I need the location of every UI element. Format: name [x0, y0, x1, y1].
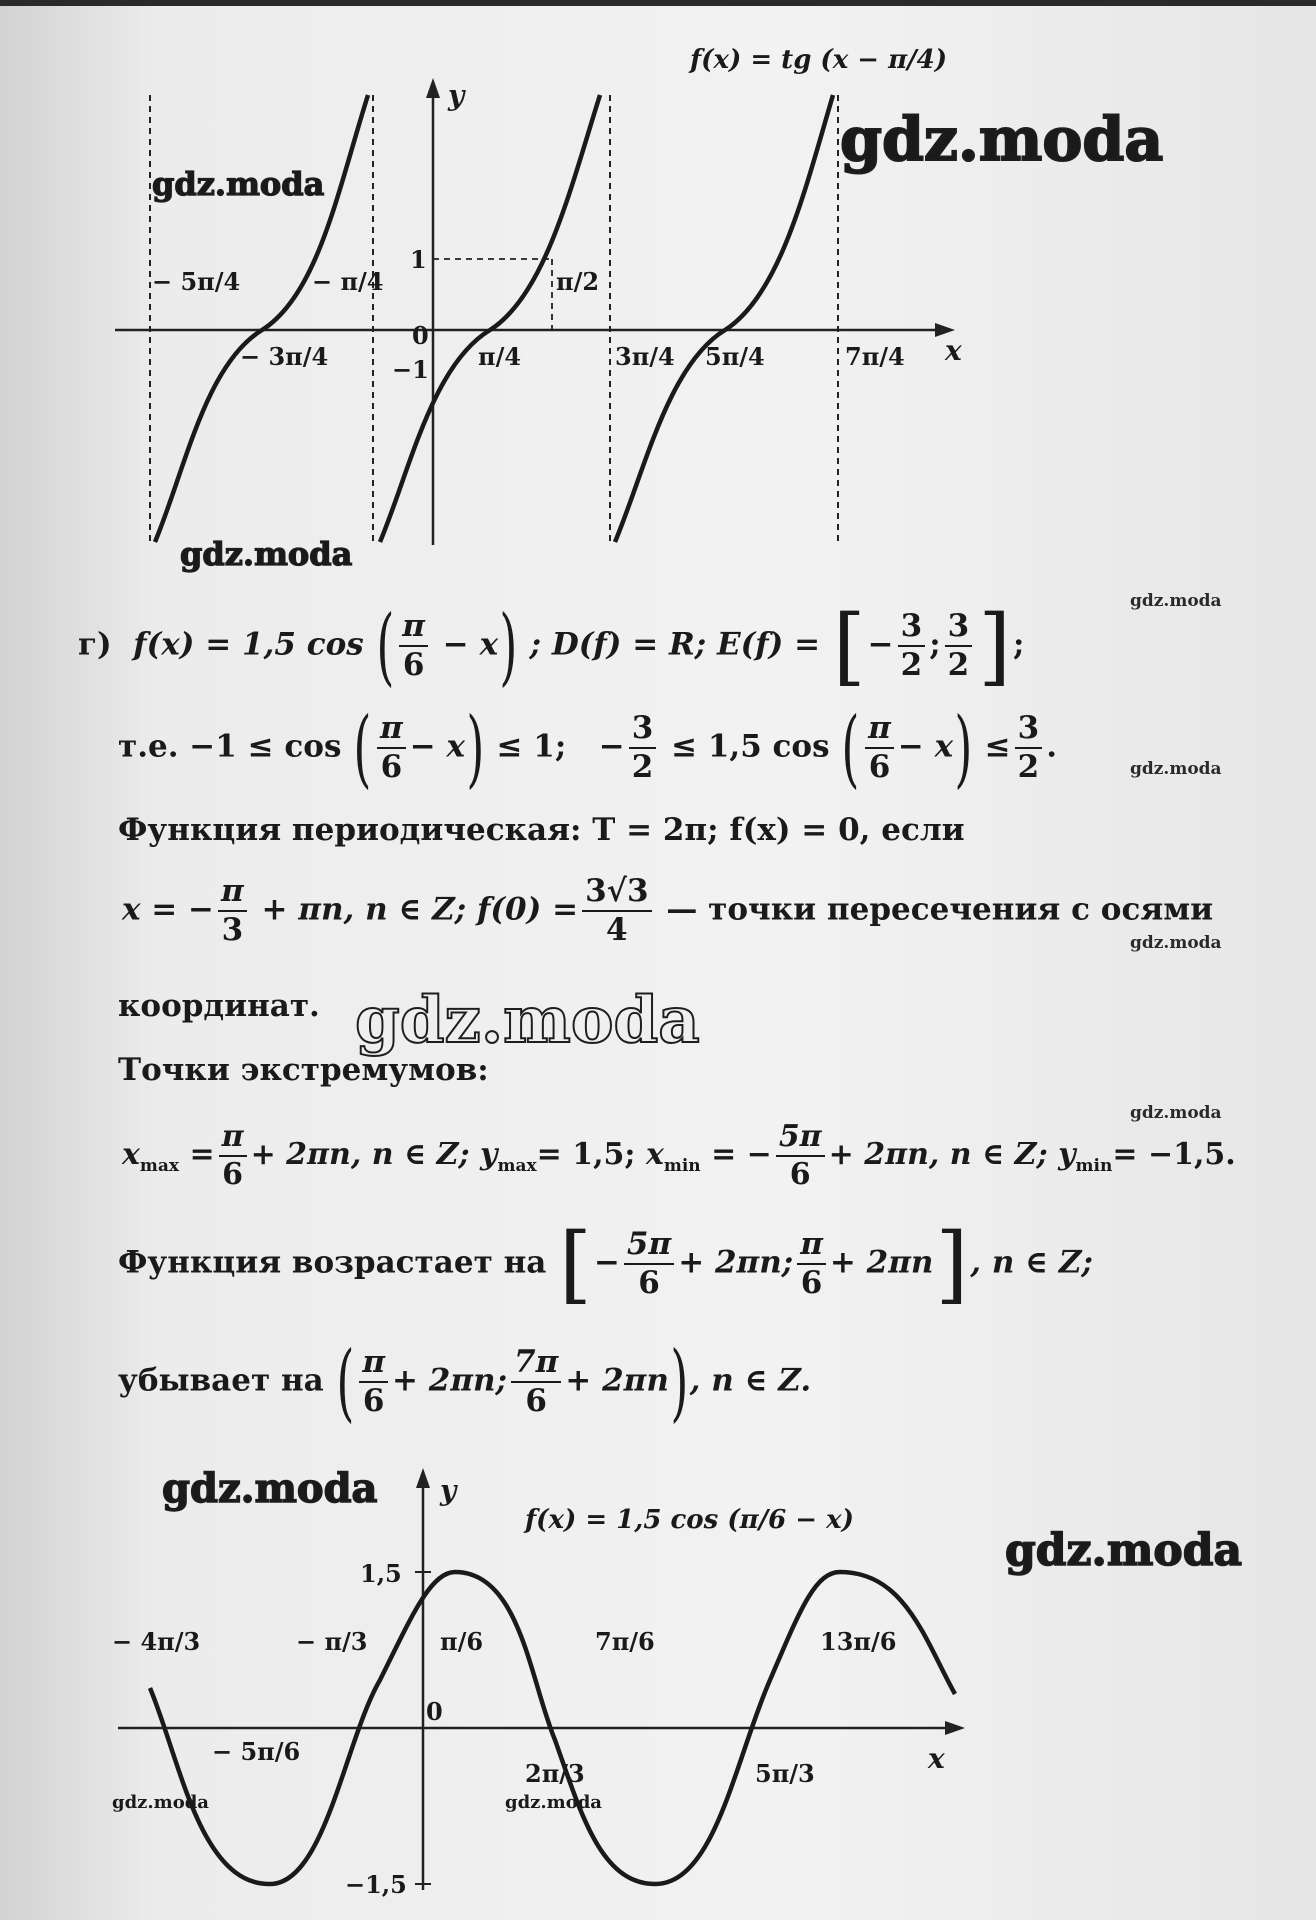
watermark-small-3: gdz.moda	[1130, 933, 1222, 953]
watermark-small-4: gdz.moda	[1130, 1103, 1222, 1123]
watermark-graph1-left: gdz.moda	[152, 165, 325, 203]
interval-tail: , n ∈ Z.	[689, 1362, 812, 1399]
solution-line-1: г) f(x) = 1,5 cos ( $\frac{\pi}{6}$ − x) ; D(f) = R; E(f) = [− $\frac{3}{2}$ ; $\frac{3}{2}$ ];	[78, 597, 1025, 695]
watermark-graph2-left: gdz.moda	[162, 1465, 378, 1512]
origin-label-2: 0	[426, 1697, 443, 1726]
watermark-graph2-small-mid: gdz.moda	[505, 1792, 602, 1813]
label-13pi-6: 13π/6	[820, 1627, 897, 1656]
label-pi-6: π/6	[440, 1627, 484, 1656]
origin-label: 0	[412, 321, 429, 350]
label-minus-5pi-4: − 5π/4	[152, 267, 241, 296]
solution-line-9: убывает на ( $\frac{\pi}{6}$ + 2πn; $\frac{7\pi}{6}$ + 2πn), n ∈ Z.	[118, 1333, 812, 1431]
solution-line-5: координат.	[118, 988, 320, 1024]
minus-sign: −	[593, 1244, 620, 1281]
frac-den: 6	[525, 1383, 547, 1419]
x-max: x	[122, 1137, 140, 1172]
frac-num: 3	[1015, 713, 1043, 749]
interval-tail: , n ∈ Z;	[970, 1244, 1093, 1281]
tan-branch-1	[155, 95, 368, 542]
max-subscript: max	[139, 1156, 180, 1176]
decreasing-prefix: убывает на	[118, 1362, 324, 1399]
interval-mid: + 2πn;	[392, 1362, 508, 1399]
label-minus-one: −1	[392, 355, 429, 384]
frac-num: π	[219, 1122, 247, 1157]
frac-num: π	[865, 713, 894, 749]
function-definition: f(x) = 1,5 cos	[133, 626, 364, 663]
ymax-value: = 1,5;	[536, 1137, 636, 1172]
solution-line-4	[122, 873, 1214, 948]
label-5pi-4: 5π/4	[705, 342, 765, 371]
frac-den: 4	[606, 912, 628, 948]
watermark-graph2-right: gdz.moda	[1005, 1525, 1243, 1576]
minus-x: − x	[409, 728, 465, 765]
frac-num: 7π	[511, 1347, 561, 1383]
label-3pi-4: 3π/4	[615, 342, 675, 371]
label-7pi-4: 7π/4	[845, 342, 905, 371]
frac-den: 3	[221, 912, 244, 948]
tan-branch-2	[380, 95, 600, 542]
interval-mid: + 2πn;	[678, 1244, 794, 1281]
frac-num: 3	[945, 611, 973, 647]
zeros-and-f0: + πn, n ∈ Z; f(0) =	[261, 891, 579, 928]
item-label: г)	[78, 626, 112, 663]
interval-end: + 2πn	[565, 1362, 669, 1399]
xmin-period: + 2πn, n ∈ Z;	[828, 1137, 1048, 1172]
xmax-period: + 2πn, n ∈ Z;	[250, 1137, 470, 1172]
equals-minus: = −	[711, 1137, 772, 1172]
watermark-middle: gdz.moda	[355, 983, 700, 1058]
x-axis-label: x	[945, 334, 962, 367]
frac-den: 6	[402, 647, 425, 683]
label-one: 1	[410, 245, 427, 274]
frac-den: 2	[900, 647, 923, 683]
le-one: ≤ 1;	[496, 728, 567, 765]
frac-den: 6	[222, 1157, 244, 1192]
frac-num: 3√3	[582, 876, 652, 912]
frac-num: 3	[629, 713, 657, 749]
solution-line-2: т.е. −1 ≤ cos ( $\frac{\pi}{6}$ − x) ≤ 1; − $\frac{3}{2}$ ≤ 1,5 cos ( $\frac{\pi}{6}$ − x) ≤ $\frac{3}{2}$ .	[118, 699, 1058, 797]
y-axis-label-2: y	[440, 1474, 457, 1507]
frac-den: 6	[638, 1265, 660, 1301]
watermark-small-2: gdz.moda	[1130, 759, 1222, 779]
tan-branch-3	[615, 95, 833, 542]
frac-den: 6	[362, 1383, 385, 1419]
ymin-value: = −1,5.	[1112, 1137, 1236, 1172]
solution-line-8: Функция возрастает на [− $\frac{5\pi}{6}$ + 2πn; $\frac{\pi}{6}$ + 2πn], n ∈ Z;	[118, 1215, 1093, 1313]
frac-den: 6	[380, 749, 403, 785]
graph1-title: f(x) = tg (x − π/4)	[690, 45, 948, 75]
le-cos: ≤ 1,5 cos	[671, 728, 830, 765]
semicolon: ;	[1013, 626, 1025, 663]
tangent-graph	[0, 0, 1316, 600]
y-axis-label: y	[448, 79, 465, 112]
label-y-max: 1,5	[360, 1559, 402, 1588]
label-minus-pi-3: − π/3	[296, 1627, 368, 1656]
frac-num: 3	[898, 611, 926, 647]
min-subscript: min	[663, 1156, 701, 1176]
frac-num: 5π	[624, 1229, 674, 1265]
increasing-prefix: Функция возрастает на	[118, 1244, 547, 1281]
frac-num: π	[359, 1347, 388, 1383]
axes-intersection-text: — точки пересечения с осями	[666, 891, 1214, 928]
domain-range: ; D(f) = R; E(f) =	[529, 626, 821, 663]
label-2pi-3: 2π/3	[525, 1759, 585, 1788]
solution-line-7	[122, 1119, 1236, 1192]
label-minus-pi-4: − π/4	[312, 267, 384, 296]
label-minus-3pi-4: − 3π/4	[240, 342, 329, 371]
label-7pi-6: 7π/6	[595, 1627, 655, 1656]
x-eq: x = −	[122, 891, 215, 928]
watermark-graph2-small-left: gdz.moda	[112, 1792, 209, 1813]
minus-sign: −	[598, 728, 625, 765]
label-y-min: −1,5	[345, 1870, 407, 1899]
max-subscript: max	[497, 1156, 537, 1176]
le-sign: ≤	[984, 728, 1011, 765]
label-pi-4: π/4	[478, 342, 522, 371]
y-max: y	[480, 1137, 498, 1172]
frac-num: π	[399, 611, 428, 647]
graph2-title: f(x) = 1,5 cos (π/6 − x)	[525, 1505, 854, 1535]
frac-num: π	[218, 876, 247, 912]
frac-den: 6	[789, 1157, 811, 1192]
label-minus-4pi-3: − 4π/3	[112, 1627, 201, 1656]
watermark-graph1-bottom: gdz.moda	[180, 535, 353, 573]
inequality-prefix: т.е. −1 ≤ cos	[118, 728, 342, 765]
equals: =	[189, 1137, 215, 1172]
minus-sign: −	[867, 626, 894, 663]
y-axis-arrow	[426, 78, 440, 98]
watermark-small-1: gdz.moda	[1130, 591, 1222, 611]
frac-den: 2	[1017, 749, 1040, 785]
label-pi-2: π/2	[556, 267, 600, 296]
semicolon: ;	[929, 626, 941, 663]
x-min: x	[645, 1137, 664, 1172]
frac-den: 2	[947, 647, 970, 683]
interval-end: + 2πn	[829, 1244, 934, 1281]
frac-num: π	[797, 1229, 826, 1265]
label-minus-5pi-6: − 5π/6	[212, 1737, 301, 1766]
solution-line-6: Точки экстремумов:	[118, 1052, 489, 1088]
watermark-large-top: gdz.moda	[840, 105, 1164, 175]
minus-x: − x	[897, 728, 954, 765]
min-subscript: min	[1075, 1156, 1113, 1176]
frac-num: 5π	[776, 1122, 825, 1157]
frac-den: 6	[800, 1265, 823, 1301]
x-axis-label-2: x	[928, 1742, 945, 1775]
frac-den: 2	[631, 749, 654, 785]
y-min: y	[1058, 1137, 1076, 1172]
minus-x: − x	[442, 626, 499, 663]
solution-line-3: Функция периодическая: T = 2π; f(x) = 0, если	[118, 812, 965, 848]
frac-num: π	[377, 713, 406, 749]
label-5pi-3: 5π/3	[755, 1759, 815, 1788]
frac-den: 6	[868, 749, 891, 785]
